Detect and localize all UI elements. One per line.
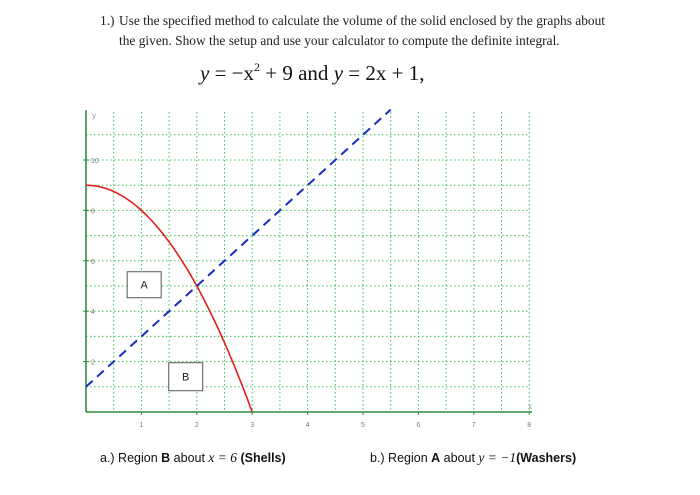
equation-y2: y — [333, 61, 344, 85]
equation-y1: y — [200, 61, 210, 85]
part-a-method: (Shells) — [240, 451, 286, 465]
grid — [86, 112, 530, 412]
part-b-region: A — [431, 451, 441, 465]
part-a-axis: x = 6 — [208, 450, 238, 465]
y-tick-label: 6 — [91, 258, 95, 266]
part-b-method: (Washers) — [516, 451, 577, 465]
problem-number: 1.) — [100, 13, 115, 28]
line-curve — [86, 110, 391, 387]
problem-text-line2: the given. Show the setup and use your calculator to compute the definite integral. — [119, 33, 560, 48]
part-b-about: about — [440, 451, 479, 465]
x-tick-label: 4 — [305, 422, 310, 429]
x-tick-label: 6 — [416, 422, 421, 429]
equation-parabola-tail: + 9 and — [260, 61, 334, 85]
x-tick-label: 2 — [194, 422, 199, 429]
y-tick-label: 2 — [91, 359, 95, 367]
x-tick-label: 1 — [139, 422, 144, 429]
y-axis-label: y — [92, 111, 96, 120]
region-b-label: B — [182, 371, 190, 384]
part-a — [100, 450, 286, 466]
equation-exponent: 2 — [254, 60, 261, 74]
x-tick-label: 3 — [250, 422, 255, 429]
equation-parabola-rhs: = −x — [209, 61, 255, 85]
part-a-about: about — [170, 451, 209, 465]
x-axis-label: x — [528, 402, 532, 411]
y-tick-label: 4 — [91, 309, 95, 317]
y-tick-label: 10 — [91, 158, 99, 165]
region-a-label: A — [140, 279, 148, 292]
problem-text-line1: Use the specified method to calculate the volume of the solid enclosed by the graphs about — [119, 13, 606, 28]
part-a-prefix: a.) Region — [100, 451, 162, 465]
y-tick-label: 8 — [91, 208, 95, 216]
part-b-axis: y = −1 — [478, 450, 517, 465]
x-tick-label: 5 — [361, 422, 365, 429]
equation-line-rhs: = 2x + 1, — [343, 61, 425, 85]
x-tick-label: 7 — [471, 422, 476, 429]
axes — [86, 110, 532, 412]
part-b — [370, 450, 576, 466]
part-a-region: B — [161, 451, 171, 465]
x-tick-label: 8 — [527, 422, 532, 429]
part-b-prefix: b.) Region — [370, 451, 432, 465]
